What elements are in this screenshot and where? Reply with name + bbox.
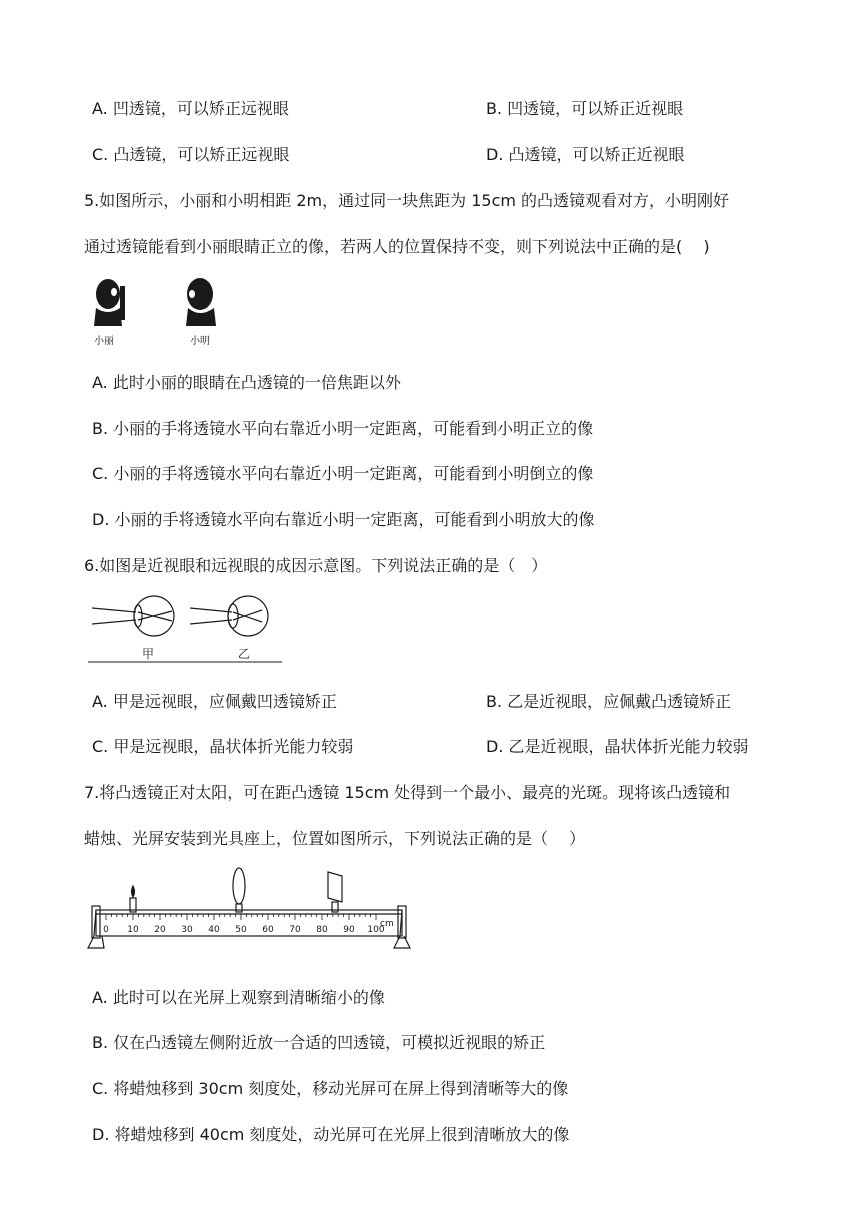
eye-yi-label: 乙 xyxy=(238,647,251,661)
ruler-tick-label: 80 xyxy=(316,925,328,935)
q7-stem-line2: 蜡烛、光屏安装到光具座上，位置如图所示，下列说法正确的是（ ） xyxy=(84,829,586,848)
q6-option-d: D. 乙是近视眼，晶状体折光能力较弱 xyxy=(486,737,749,756)
eye-yi xyxy=(190,596,268,636)
q7-option-c: C. 将蜡烛移到 30cm 刻度处，移动光屏可在屏上得到清晰等大的像 xyxy=(92,1079,569,1098)
q6-option-a: A. 甲是远视眼，应佩戴凹透镜矫正 xyxy=(92,692,337,711)
q5-stem-line1: 5.如图所示，小丽和小明相距 2m，通过同一块焦距为 15cm 的凸透镜观看对方，小明刚好 xyxy=(84,191,730,210)
q7-optical-bench-figure xyxy=(84,866,414,956)
q7-option-a: A. 此时可以在光屏上观察到清晰缩小的像 xyxy=(92,988,385,1007)
ruler-tick-label: 10 xyxy=(127,925,139,935)
xiaoli-label: 小丽 xyxy=(94,336,114,347)
q6-stem: 6.如图是近视眼和远视眼的成因示意图。下列说法正确的是（ ） xyxy=(84,556,548,575)
q5-stem-line2: 通过透镜能看到小丽眼睛正立的像，若两人的位置保持不变，则下列说法中正确的是( ) xyxy=(84,237,710,256)
ruler-tick-label: 30 xyxy=(181,925,193,935)
q7-optical-bench-svg xyxy=(84,866,414,956)
ruler-tick-label: 20 xyxy=(154,925,166,935)
q4-option-b: B. 凹透镜，可以矫正近视眼 xyxy=(486,99,684,118)
q4-option-c: C. 凸透镜，可以矫正远视眼 xyxy=(92,145,290,164)
q5-option-a: A. 此时小丽的眼睛在凸透镜的一倍焦距以外 xyxy=(92,373,401,392)
eye-jia-label: 甲 xyxy=(142,647,155,661)
q6-figure xyxy=(86,592,286,668)
ruler-ticks xyxy=(106,914,376,920)
ruler-tick-label: 50 xyxy=(235,925,247,935)
xiaoming-silhouette xyxy=(186,278,216,326)
eye-jia xyxy=(92,596,174,636)
q6-option-c: C. 甲是远视眼，晶状体折光能力较弱 xyxy=(92,737,354,756)
q7-option-d: D. 将蜡烛移到 40cm 刻度处，动光屏可在光屏上很到清晰放大的像 xyxy=(92,1125,570,1144)
q5-figure xyxy=(86,272,226,352)
xiaoming-label: 小明 xyxy=(190,336,210,347)
q5-option-c: C. 小丽的手将透镜水平向右靠近小明一定距离，可能看到小明倒立的像 xyxy=(92,464,594,483)
ruler-tick-label: 40 xyxy=(208,925,220,935)
ruler-tick-label: 0 xyxy=(103,925,109,935)
q4-option-d: D. 凸透镜，可以矫正近视眼 xyxy=(486,145,685,164)
candle-flame xyxy=(132,886,135,897)
ruler-unit: cm xyxy=(380,919,394,929)
ruler-tick-label: 90 xyxy=(343,925,355,935)
ruler-tick-label: 100 xyxy=(367,925,385,935)
ruler-tick-labels xyxy=(103,925,385,935)
q7-stem-line1: 7.将凸透镜正对太阳，可在距凸透镜 15cm 处得到一个最小、最亮的光斑。现将该凸透镜和 xyxy=(84,783,731,802)
q6-option-b: B. 乙是近视眼，应佩戴凸透镜矫正 xyxy=(486,692,732,711)
ruler-tick-label: 60 xyxy=(262,925,274,935)
q6-figure-svg xyxy=(86,592,286,668)
convex-lens xyxy=(233,868,245,904)
q5-figure-svg xyxy=(86,272,226,352)
light-screen xyxy=(328,872,342,902)
xiaoli-silhouette xyxy=(94,279,125,326)
q7-option-b: B. 仅在凸透镜左侧附近放一合适的凹透镜，可模拟近视眼的矫正 xyxy=(92,1033,546,1052)
q4-option-a: A. 凹透镜，可以矫正远视眼 xyxy=(92,99,289,118)
ruler-tick-label: 70 xyxy=(289,925,301,935)
q5-option-b: B. 小丽的手将透镜水平向右靠近小明一定距离，可能看到小明正立的像 xyxy=(92,419,594,438)
q5-option-d: D. 小丽的手将透镜水平向右靠近小明一定距离，可能看到小明放大的像 xyxy=(92,510,595,529)
